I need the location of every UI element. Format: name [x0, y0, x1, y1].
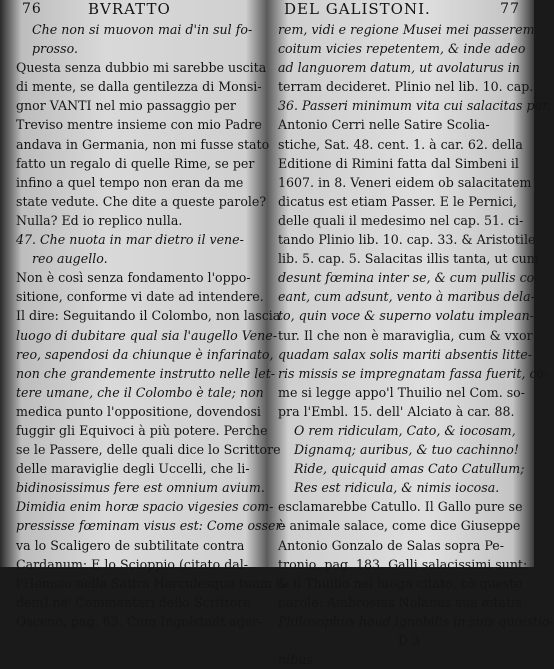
text-line: desunt fœmina inter se, & cum pullis co-	[278, 270, 539, 286]
text-line: 1607. in 8. Veneri eidem ob salacitatem	[278, 174, 532, 190]
text-line: pressisse fœminam visus est: Come osser-	[16, 518, 286, 534]
text-line: dicatus est etiam Passer. E le Pernici,	[278, 193, 517, 209]
text-line: 36. Passeri minimum vita cui salacitas par.	[278, 98, 551, 114]
text-line: luogo di dubitare qual sia l'augello Vene-	[16, 327, 277, 343]
text-line: infino a quel tempo non eran da me	[16, 174, 244, 190]
text-line: coitum vicies repetentem, & inde adeo	[278, 41, 526, 57]
right-page-text	[272, 20, 554, 669]
text-line: tronio, pag. 183. Galli salacissimi sunt:	[278, 556, 528, 572]
text-line: Ride, quicquid amas Cato Catullum;	[294, 461, 525, 477]
text-line: reo augello.	[32, 251, 108, 267]
text-line: Nulla? Ed io replico nulla.	[16, 212, 183, 228]
text-line: Osceno, pag. 63. Cum Ingolstadt ager-	[16, 613, 263, 629]
text-line: stiche, Sat. 48. cent. 1. à car. 62. della	[278, 136, 523, 152]
text-line: fatto un regalo di quelle Rime, se per	[16, 155, 255, 171]
text-line: ris missis se impregnatam fassa fuerit, co-	[278, 365, 549, 381]
left-page-number: 76	[22, 1, 42, 17]
text-line: Che non si muovon mai d'in sul fo-	[32, 22, 253, 37]
left-page-header	[6, 0, 264, 20]
text-line: Dimidia enim horæ spacio vigesies com-	[16, 499, 274, 515]
text-line: state vedute. Che dite a queste parole?	[16, 193, 267, 209]
text-line: Questa senza dubbio mi sarebbe uscita	[16, 60, 267, 76]
text-line: & il Thuilio nel luogo citato, cò queste	[278, 575, 523, 591]
text-line: tere umane, che il Colombo è tale; non	[16, 384, 264, 400]
right-page	[272, 0, 554, 668]
text-line: tur. Il che non è maraviglia, cum & vxor	[278, 327, 533, 343]
text-line: nibus	[278, 652, 313, 668]
text-line: lib. 5. cap. 5. Salacitas illis tanta, ut cum	[278, 251, 539, 267]
text-line: Editione di Rimini fatta dal Simbeni il	[278, 155, 519, 171]
text-line: Antonio Cerri nelle Satire Scolia-	[278, 117, 490, 133]
text-line: reo, sapendosi da chiunque è infarinato,	[16, 346, 274, 362]
text-line: l'Hemsio nella Satira Herculesque tuam fi-	[16, 575, 289, 591]
text-line: rem, vidi e regione Musei mei passerem	[278, 22, 535, 37]
text-line: quadam salax solis mariti absentis litte-	[278, 346, 533, 362]
text-line: to, quin voce & superno volatu implean-	[278, 308, 534, 324]
text-line: tando Plinio lib. 10. cap. 33. & Aristotile	[278, 232, 536, 248]
text-line: di mente, se dalla gentilezza di Monsi-	[16, 79, 262, 95]
text-line: prosso.	[32, 41, 78, 57]
text-line: Non è così senza fondamento l'oppo-	[16, 270, 251, 286]
right-running-title: DEL GALISTONI.	[284, 0, 431, 18]
left-page-text	[6, 20, 289, 631]
text-line: Il dire: Seguitando il Colombo, non lascia	[16, 308, 281, 324]
left-running-title: BVRATTO	[88, 0, 171, 18]
right-page-number: 77	[500, 1, 520, 17]
text-line: Philosophus haud ignobilis in suis quæstio-	[278, 613, 554, 629]
text-line: esclamarebbe Catullo. Il Gallo pure se	[278, 499, 523, 515]
text-line: va lo Scaligero de subtilitate contra	[16, 537, 245, 553]
text-line: O rem ridiculam, Cato, & iocosam,	[294, 422, 516, 438]
text-line: è animale salace, come dice Giuseppe	[278, 518, 521, 534]
text-line: Treviso mentre insieme con mio Padre	[16, 117, 262, 133]
text-line: eant, cum adsunt, vento à maribus dela-	[278, 289, 535, 305]
text-line: Cardanum: E lo Scioppio (citato dal-	[16, 556, 249, 572]
text-line: bidinosissimus fere est omnium avium.	[16, 480, 265, 496]
text-line: delle quali il medesimo nel cap. 51. ci-	[278, 212, 524, 228]
text-line: ad languorem datum, ut avolaturus in	[278, 60, 520, 76]
text-line: Res est ridicula, & nimis iocosa.	[294, 480, 500, 496]
text-line: parole: Ambrosius Nolanus sua ætatis	[278, 594, 522, 610]
text-line: andava in Germania, non mi fusse stato	[16, 136, 270, 152]
text-line: 47. Che nuota in mar dietro il vene-	[16, 232, 244, 248]
text-line: non che grandemente instrutto nelle let-	[16, 365, 276, 381]
text-line: gnor VANTI nel mio passaggio per	[16, 98, 236, 114]
text-line: pra l'Embl. 15. dell' Alciato à car. 88.	[278, 403, 515, 419]
text-line: sitione, conforme vi date ad intendere.	[16, 289, 264, 305]
text-line: fuggir gli Equivoci à più potere. Perche	[16, 422, 268, 438]
text-line: se le Passere, delle quali dice lo Scrittore	[16, 442, 281, 458]
left-page	[6, 0, 289, 629]
right-page-header	[272, 0, 528, 20]
text-line: me si legge appo'l Thuilio nel Com. so-	[278, 384, 526, 400]
text-line: delle maraviglie degli Uccelli, che li-	[16, 461, 250, 477]
text-line: dem) ne' Commentari dello Scrittore	[16, 594, 251, 610]
text-line: medica punto l'oppositione, dovendosi	[16, 403, 261, 419]
text-line: D 3	[398, 633, 421, 648]
text-line: Antonio Gonzalo de Salas sopra Pe-	[278, 537, 504, 553]
text-line: Dignamq; auribus, & tuo cachinno!	[294, 442, 519, 458]
text-line: terram decideret. Plinio nel lib. 10. cap.	[278, 79, 534, 95]
